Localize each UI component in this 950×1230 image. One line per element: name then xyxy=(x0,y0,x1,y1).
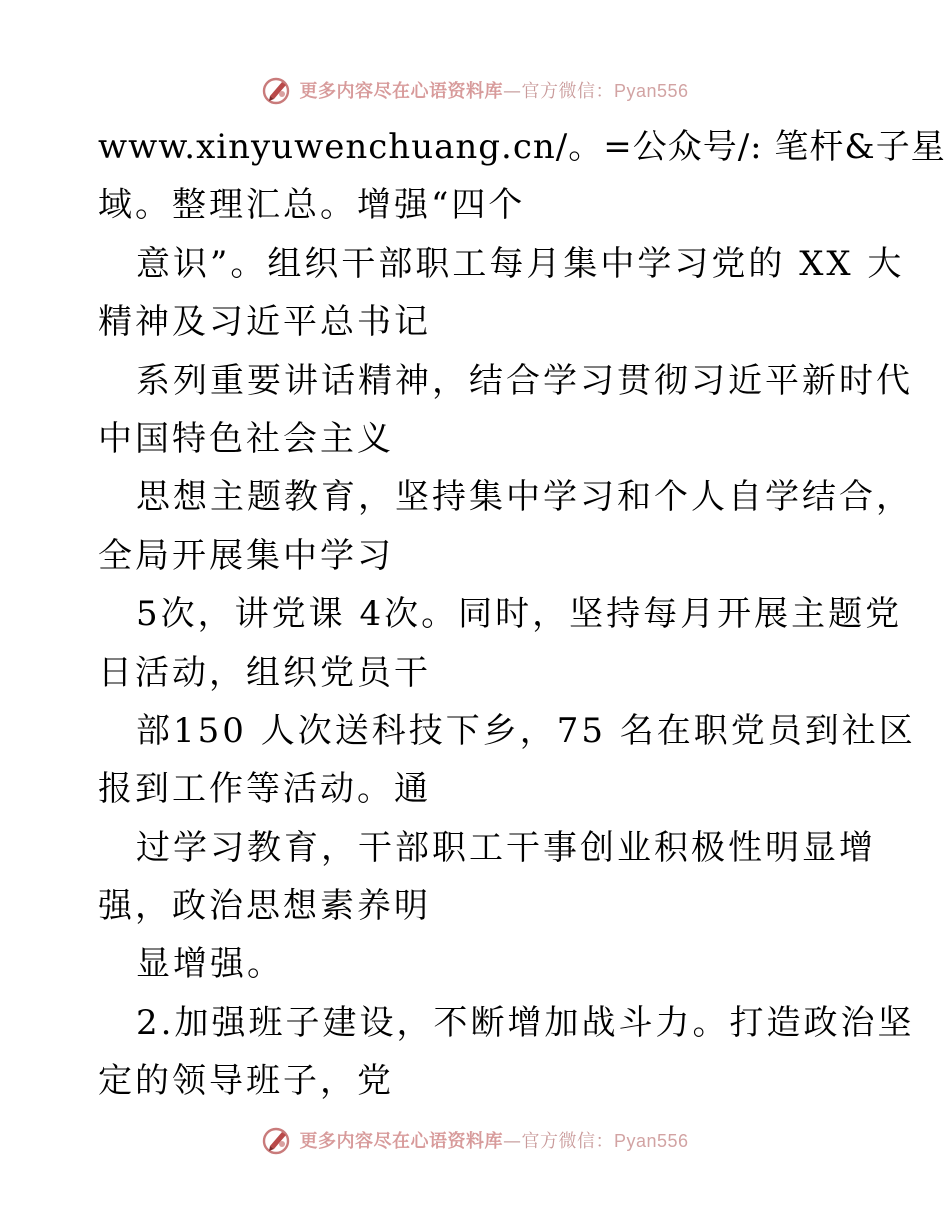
text-line: 强，政治思想素养明 xyxy=(98,886,431,927)
banner-dash: — xyxy=(502,1131,522,1152)
text-line: 域。整理汇总。增强“四个 xyxy=(98,185,526,226)
text-line: 思想主题教育，坚持集中学习和个人自学结合， xyxy=(136,477,913,518)
text-line: 意识”。组织干部职工每月集中学习党的 XX 大 xyxy=(136,243,905,284)
text-line: 过学习教育，干部职工干事创业积极性明显增 xyxy=(136,827,876,868)
banner-wechat-label: 官方微信： xyxy=(521,1131,614,1152)
banner-dash: — xyxy=(502,81,522,102)
banner-wechat-id: Pyan556 xyxy=(613,1131,689,1151)
banner-lead: 更多内容尽在心语资料库 xyxy=(299,81,503,102)
document-body xyxy=(98,118,946,1111)
footer-banner xyxy=(0,1120,950,1160)
header-banner xyxy=(0,70,950,110)
text-line: www.xinyuwenchuang.cn/。=公众号/: 笔杆&子星 xyxy=(98,127,946,167)
text-line: 报到工作等活动。通 xyxy=(98,769,431,810)
text-line: 2.加强班子建设，不断增加战斗力。打造政治坚 xyxy=(136,1002,915,1043)
text-line: 中国特色社会主义 xyxy=(98,418,394,459)
text-line: 5次，讲党课 4次。同时，坚持每月开展主题党 xyxy=(136,594,903,635)
banner-wechat-label: 官方微信： xyxy=(521,81,614,102)
banner-wechat-id: Pyan556 xyxy=(613,81,689,101)
text-line: 定的领导班子，党 xyxy=(98,1061,394,1102)
text-line: 显增强。 xyxy=(136,944,284,985)
pen-logo-icon xyxy=(261,1124,293,1156)
text-line: 部150 人次送科技下乡，75 名在职党员到社区 xyxy=(136,710,916,751)
pen-logo-icon xyxy=(261,74,293,106)
text-line: 全局开展集中学习 xyxy=(98,535,394,576)
text-line: 精神及习近平总书记 xyxy=(98,302,431,343)
banner-lead: 更多内容尽在心语资料库 xyxy=(299,1131,503,1152)
text-line: 系列重要讲话精神，结合学习贯彻习近平新时代 xyxy=(136,360,913,401)
banner-text xyxy=(299,77,688,103)
banner-text xyxy=(299,1127,688,1153)
text-line: 日活动，组织党员干 xyxy=(98,652,431,693)
